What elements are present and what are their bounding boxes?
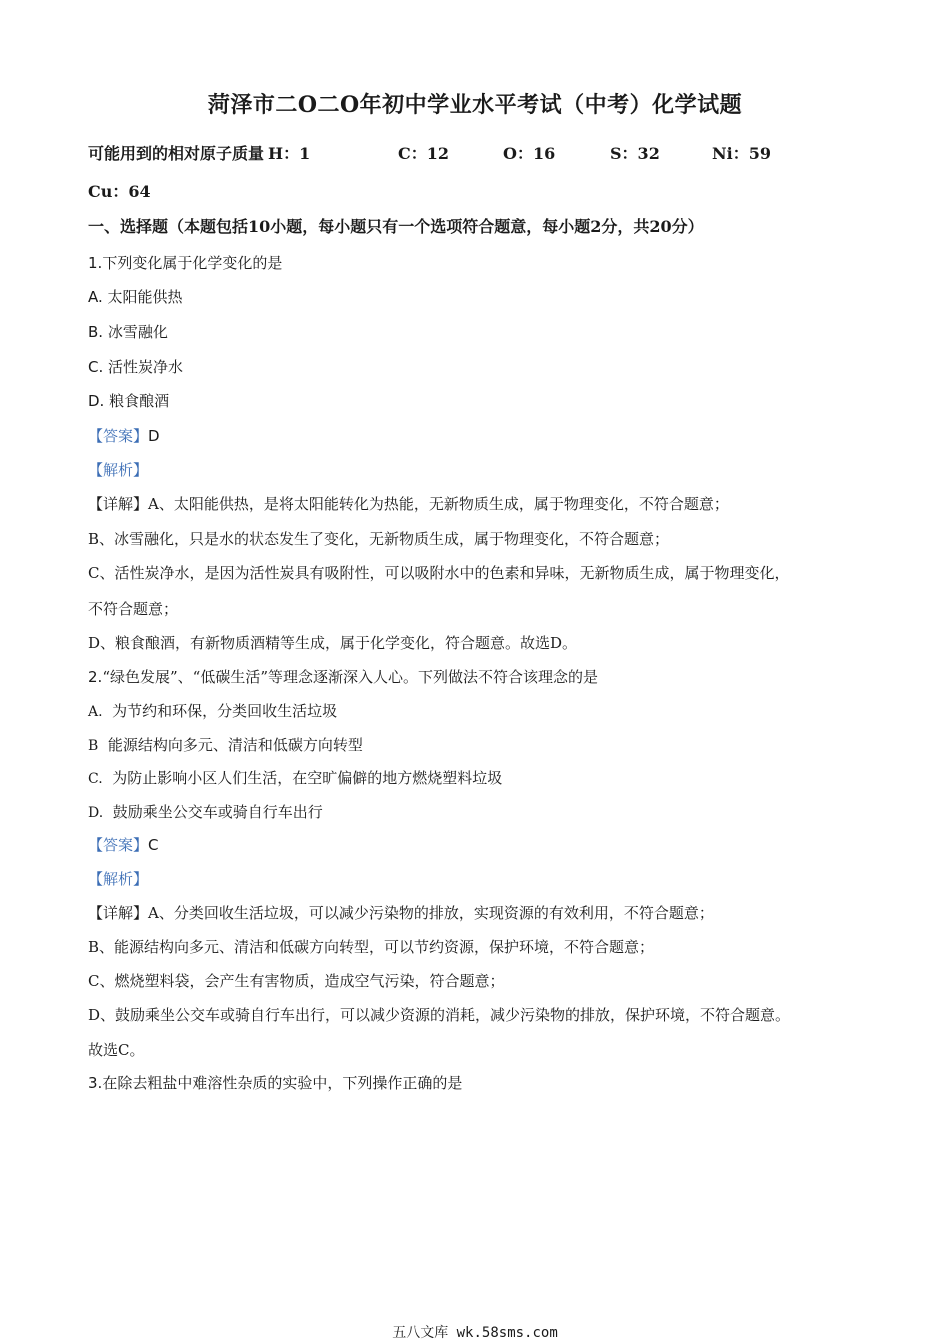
- question-1-answer: [88, 425, 870, 447]
- question-2-option-c: [88, 767, 870, 790]
- question-2-detail-line: B、能源结构向多元、清洁和低碳方向转型，可以节约资源，保护环境，不符合题意；: [88, 938, 655, 956]
- answer-value: C: [148, 836, 159, 854]
- question-1-detail-line: 【详解】A、太阳能供热，是将太阳能转化为热能，无新物质生成，属于物理变化，不符合题意；: [88, 495, 729, 513]
- option-text: 为节约和环保，分类回收生活垃圾: [112, 702, 338, 720]
- answer-tag: 【答案】: [88, 836, 149, 854]
- question-2-detail-line: D、鼓励乘坐公交车或骑自行车出行，可以减少资源的消耗，减少污染物的排放，保护环境，不符合题意。: [88, 1006, 791, 1024]
- option-text: 活性炭净水: [108, 358, 184, 376]
- mass-h: H：1: [268, 144, 311, 163]
- mass-s: S：32: [610, 144, 660, 163]
- option-text: 冰雪融化: [107, 323, 168, 341]
- question-2-option-a: [88, 700, 870, 723]
- question-1-detail-line: D、粮食酿酒，有新物质酒精等生成，属于化学变化，符合题意。故选D。: [88, 634, 578, 652]
- answer-value: D: [148, 427, 160, 445]
- question-text: 下列变化属于化学变化的是: [102, 254, 283, 272]
- question-text: 在除去粗盐中难溶性杂质的实验中，下列操作正确的是: [102, 1074, 463, 1092]
- question-1-detail-line: B、冰雪融化，只是水的状态发生了变化，无新物质生成，属于物理变化，不符合题意；: [88, 530, 670, 548]
- analysis-tag: 【解析】: [88, 870, 149, 888]
- question-1-option-c: [88, 356, 870, 378]
- mass-ni: Ni：59: [712, 144, 771, 163]
- question-2-analysis-tag: [88, 868, 870, 890]
- analysis-tag: 【解析】: [88, 461, 149, 479]
- question-number: 2.: [88, 668, 103, 686]
- question-number: 1.: [88, 254, 103, 272]
- option-text: 为防止影响小区人们生活，在空旷偏僻的地方燃烧塑料垃圾: [112, 769, 503, 787]
- footer-watermark: 五八文库 wk.58sms.com: [392, 1325, 558, 1341]
- question-1-stem: [88, 252, 870, 274]
- question-1-analysis-tag: [88, 459, 870, 481]
- exam-title: 菏泽市二O二O年初中学业水平考试（中考）化学试题: [207, 92, 743, 118]
- atomic-mass-label: 可能用到的相对原子质量: [88, 144, 265, 163]
- option-letter: B: [88, 738, 99, 754]
- option-letter: C.: [88, 358, 104, 376]
- question-1-option-b: [88, 321, 870, 343]
- option-text: 粮食酿酒: [109, 392, 170, 410]
- option-text: 太阳能供热: [107, 288, 183, 306]
- option-letter: D.: [88, 392, 105, 410]
- question-2-option-d: [88, 801, 870, 824]
- question-2-detail-line: 【详解】A、分类回收生活垃圾，可以减少污染物的排放，实现资源的有效利用，不符合题意；: [88, 904, 714, 922]
- option-text: 鼓励乘坐公交车或骑自行车出行: [112, 803, 323, 821]
- option-text: 能源结构向多元、清洁和低碳方向转型: [107, 736, 363, 754]
- mass-c: C：12: [398, 144, 450, 163]
- question-2-stem: [88, 666, 870, 688]
- question-2-answer: [88, 834, 870, 856]
- option-letter: D.: [88, 805, 104, 821]
- mass-cu: Cu：64: [88, 182, 151, 201]
- question-1-option-d: [88, 390, 870, 412]
- option-letter: C.: [88, 771, 103, 787]
- question-3-stem: [88, 1072, 870, 1094]
- atomic-mass-row: [88, 143, 870, 165]
- question-2-detail-line: C、燃烧塑料袋，会产生有害物质，造成空气污染，符合题意；: [88, 972, 505, 990]
- question-2-option-b: [88, 734, 870, 757]
- answer-tag: 【答案】: [88, 427, 149, 445]
- question-1-option-a: [88, 286, 870, 308]
- option-letter: A.: [88, 288, 103, 306]
- question-1-detail-line: 不符合题意；: [88, 600, 179, 618]
- mass-o: O：16: [503, 144, 556, 163]
- question-text: “绿色发展”、“低碳生活”等理念逐渐深入人心。下列做法不符合该理念的是: [102, 668, 598, 686]
- question-number: 3.: [88, 1074, 103, 1092]
- option-letter: A.: [88, 704, 103, 720]
- question-1-detail-line: C、活性炭净水，是因为活性炭具有吸附性，可以吸附水中的色素和异味，无新物质生成，属于物理变化，: [88, 564, 790, 582]
- section-heading: 一、选择题（本题包括10小题，每小题只有一个选项符合题意，每小题2分，共20分）: [88, 217, 704, 236]
- question-2-detail-line: 故选C。: [88, 1041, 145, 1059]
- option-letter: B.: [88, 323, 104, 341]
